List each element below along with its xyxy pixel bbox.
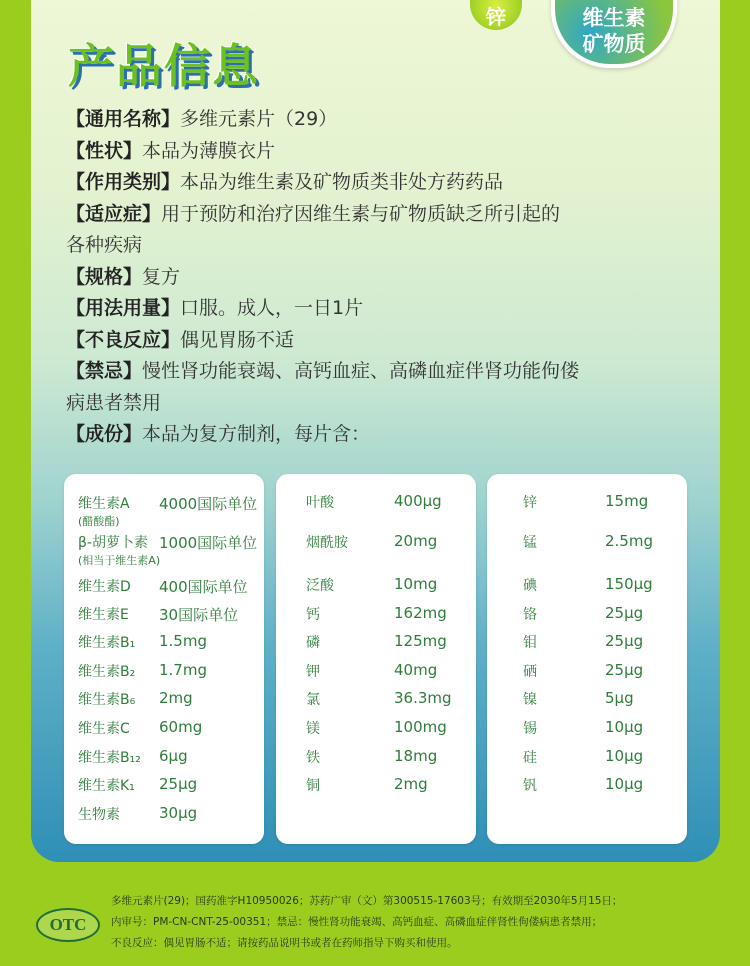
ingredient-name: 镍 (523, 692, 537, 708)
ingredient-amount: 30μg (159, 804, 198, 822)
footer-line: 多维元素片(29)；国药准字H10950026；苏药广审（文）第300515-17603号；有效期至2030年5月15日； (111, 895, 623, 907)
ingredient-amount: 30国际单位 (159, 606, 239, 624)
ingredient-amount: 25μg (605, 632, 644, 650)
ingredient-amount: 2.5mg (605, 532, 653, 550)
ingredient-amount: 1.7mg (159, 661, 207, 679)
info-row (66, 356, 686, 388)
ingredient-name: 铁 (306, 750, 320, 766)
info-row (66, 104, 686, 136)
ingredient-amount: 10μg (605, 775, 644, 793)
info-key: 【性状】 (66, 139, 143, 162)
footer-line: 不良反应：偶见胃肠不适；请按药品说明书或者在药师指导下购买和使用。 (111, 937, 458, 949)
info-row (66, 419, 686, 451)
info-row (66, 325, 686, 357)
ingredient-name: 碘 (523, 578, 537, 594)
zinc-badge-label: 锌 (486, 4, 506, 29)
info-text: 偶见胃肠不适 (180, 328, 295, 351)
ingredient-name: 维生素K₁ (78, 778, 135, 794)
ingredient-amount: 10μg (605, 747, 644, 765)
ingredient-table-minerals-1 (276, 474, 476, 844)
ingredient-name: 维生素C (78, 721, 130, 737)
info-row (66, 230, 686, 262)
info-text: 用于预防和治疗因维生素与矿物质缺乏所引起的 (161, 202, 561, 225)
info-key: 【用法用量】 (66, 297, 181, 319)
ingredient-name: 维生素B₁ (78, 635, 136, 651)
ingredient-amount: 40mg (394, 661, 438, 679)
ingredient-name: 镁 (306, 721, 320, 737)
info-key: 【规格】 (66, 265, 143, 288)
ingredient-name: 锡 (523, 721, 537, 737)
ingredient-name: 锰 (523, 535, 537, 551)
ingredient-amount: 125mg (394, 632, 447, 650)
ingredient-amount: 15mg (605, 492, 649, 510)
ingredient-amount: 20mg (394, 532, 438, 550)
ingredient-amount: 4000国际单位 (159, 495, 258, 513)
ingredient-amount: 150μg (605, 575, 653, 593)
info-text: 各种疾病 (66, 234, 143, 256)
ingredient-amount: 10mg (394, 575, 438, 593)
ingredient-amount: 2mg (394, 775, 428, 793)
ingredient-name: 硅 (523, 750, 537, 766)
ingredient-amount: 18mg (394, 747, 438, 765)
ingredient-name: 维生素D (78, 579, 131, 595)
vitamin-mineral-badge (551, 0, 677, 68)
ingredient-name: 烟酰胺 (306, 535, 348, 551)
ingredient-amount: 1000国际单位 (159, 534, 258, 552)
info-text: 本品为维生素及矿物质类非处方药药品 (180, 171, 504, 193)
ingredient-name: 铜 (306, 778, 320, 794)
info-key: 【成份】 (66, 423, 143, 445)
info-row (66, 167, 686, 199)
info-text: 复方 (142, 265, 181, 288)
info-row (66, 262, 686, 294)
ingredient-amount: 400μg (394, 492, 442, 510)
ingredient-amount: 162mg (394, 604, 447, 622)
ingredient-name: 钾 (306, 664, 320, 680)
footer-line: 内审号：PM-CN-CNT-25-00351；禁忌：慢性肾功能衰竭、高钙血症、高磷血症伴肾性佝偻病患者禁用； (111, 916, 603, 928)
ingredient-name: 硒 (523, 664, 537, 680)
info-row (66, 199, 686, 231)
info-text: 本品为薄膜衣片 (142, 139, 276, 162)
ingredient-amount: 36.3mg (394, 689, 452, 707)
ingredient-name: 氯 (306, 692, 320, 708)
ingredient-amount: 2mg (159, 689, 193, 707)
ingredient-name: β-胡萝卜素 (相当于维生素A) (78, 535, 161, 567)
info-row (66, 388, 686, 420)
ingredient-name: 叶酸 (306, 495, 334, 511)
info-text: 本品为复方制剂，每片含： (142, 423, 371, 445)
info-text: 慢性肾功能衰竭、高钙血症、高磷血症伴肾功能佝偻 (142, 360, 580, 382)
ingredient-amount: 1.5mg (159, 632, 207, 650)
info-text: 多维元素片（29） (180, 108, 338, 130)
product-info-list (66, 104, 686, 451)
info-key: 【适应症】 (66, 202, 162, 225)
ingredient-name: 维生素E (78, 607, 129, 623)
info-key: 【不良反应】 (66, 328, 181, 351)
ingredient-name: 钙 (306, 607, 320, 623)
ingredient-name: 泛酸 (306, 578, 334, 594)
ingredient-table-minerals-2 (487, 474, 687, 844)
page-title: 产品信息 (68, 39, 260, 93)
info-key: 【作用类别】 (66, 171, 181, 193)
badge-line-2: 矿物质 (582, 32, 646, 56)
ingredient-amount: 6μg (159, 747, 188, 765)
info-row (66, 136, 686, 168)
ingredient-name: 钒 (523, 778, 537, 794)
ingredient-amount: 25μg (605, 604, 644, 622)
ingredient-name: 维生素A (醋酸酯) (78, 496, 130, 528)
ingredient-amount: 400国际单位 (159, 578, 248, 596)
badge-line-1: 维生素 (582, 6, 646, 30)
ingredient-note: (相当于维生素A) (78, 554, 161, 567)
info-key: 【通用名称】 (66, 108, 181, 130)
ingredient-name: 维生素B₁₂ (78, 750, 141, 766)
info-key: 【禁忌】 (66, 360, 143, 382)
info-text: 口服。成人，一日1片 (180, 297, 364, 319)
ingredient-amount: 100mg (394, 718, 447, 736)
ingredient-name: 钼 (523, 635, 537, 651)
ingredient-name: 生物素 (78, 807, 120, 823)
otc-logo: OTC (36, 908, 100, 942)
ingredient-name: 磷 (306, 635, 320, 651)
ingredient-amount: 10μg (605, 718, 644, 736)
ingredient-note: (醋酸酯) (78, 515, 120, 528)
ingredient-amount: 25μg (159, 775, 198, 793)
info-text: 病患者禁用 (66, 391, 162, 414)
ingredient-name: 维生素B₆ (78, 692, 136, 708)
ingredient-name: 铬 (523, 607, 537, 623)
ingredient-amount: 60mg (159, 718, 203, 736)
footer-text (111, 891, 731, 954)
ingredient-amount: 25μg (605, 661, 644, 679)
ingredient-name: 锌 (523, 495, 537, 511)
ingredient-name: 维生素B₂ (78, 664, 136, 680)
info-row (66, 293, 686, 325)
ingredient-amount: 5μg (605, 689, 634, 707)
ingredient-table-vitamins (64, 474, 264, 844)
